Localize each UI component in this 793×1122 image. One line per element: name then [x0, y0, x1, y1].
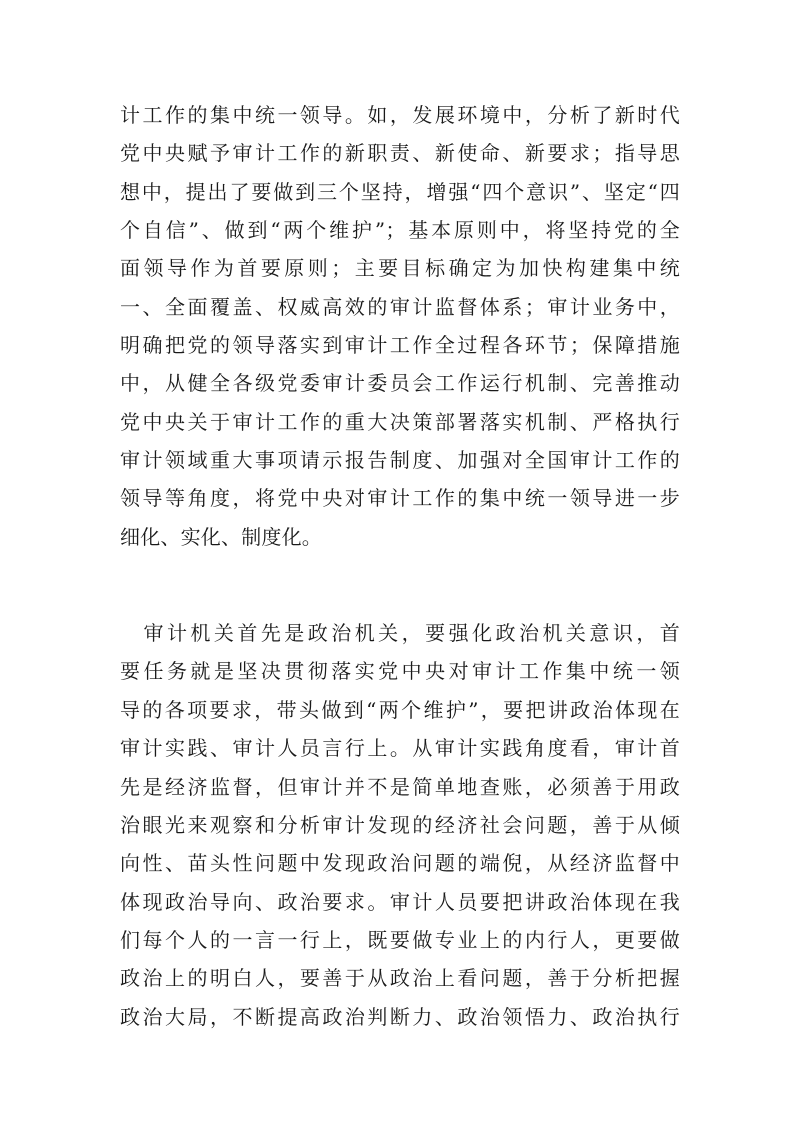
text-line: 计工作的集中统一领导。如，发展环境中，分析了新时代 [120, 103, 680, 127]
text-line: 治眼光来观察和分析审计发现的经济社会问题，善于从倾 [120, 812, 680, 837]
text-line: 一、全面覆盖、权威高效的审计监督体系；审计业务中， [120, 294, 680, 319]
text-line: 政治上的明白人，要善于从政治上看问题，善于分析把握 [120, 966, 680, 991]
paragraph-1 [120, 96, 680, 556]
text-line: 个自信”、做到“两个维护”；基本原则中，将坚持党的全 [120, 218, 680, 243]
paragraph-2 [120, 614, 680, 1036]
text-line: 们每个人的一言一行上，既要做专业上的内行人，更要做 [120, 927, 680, 952]
document-page [120, 96, 680, 1036]
text-line: 党中央赋予审计工作的新职责、新使命、新要求；指导思 [120, 141, 680, 166]
text-line: 向性、苗头性问题中发现政治问题的端倪，从经济监督中 [120, 851, 680, 876]
text-line: 先是经济监督，但审计并不是简单地查账，必须善于用政 [120, 774, 680, 799]
text-line: 细化、实化、制度化。 [120, 524, 322, 549]
text-line: 中，从健全各级党委审计委员会工作运行机制、完善推动 [120, 371, 680, 396]
text-line: 要任务就是坚决贯彻落实党中央对审计工作集中统一领 [120, 659, 680, 684]
paragraph-spacer [120, 556, 680, 614]
text-line: 体现政治导向、政治要求。审计人员要把讲政治体现在我 [120, 889, 680, 914]
text-line: 想中，提出了要做到三个坚持，增强“四个意识”、坚定“四 [120, 179, 680, 204]
text-line: 面领导作为首要原则；主要目标确定为加快构建集中统 [120, 256, 680, 281]
text-line: 审计实践、审计人员言行上。从审计实践角度看，审计首 [120, 736, 680, 761]
text-line: 党中央关于审计工作的重大决策部署落实机制、严格执行 [120, 409, 680, 434]
text-line: 审计领域重大事项请示报告制度、加强对全国审计工作的 [120, 448, 680, 473]
text-line: 审计机关首先是政治机关，要强化政治机关意识，首 [120, 621, 680, 646]
text-line: 政治大局，不断提高政治判断力、政治领悟力、政治执行 [120, 1004, 680, 1029]
text-line: 明确把党的领导落实到审计工作全过程各环节；保障措施 [120, 333, 680, 358]
text-line: 领导等角度，将党中央对审计工作的集中统一领导进一步 [120, 486, 680, 511]
text-line: 导的各项要求，带头做到“两个维护”，要把讲政治体现在 [120, 697, 680, 722]
